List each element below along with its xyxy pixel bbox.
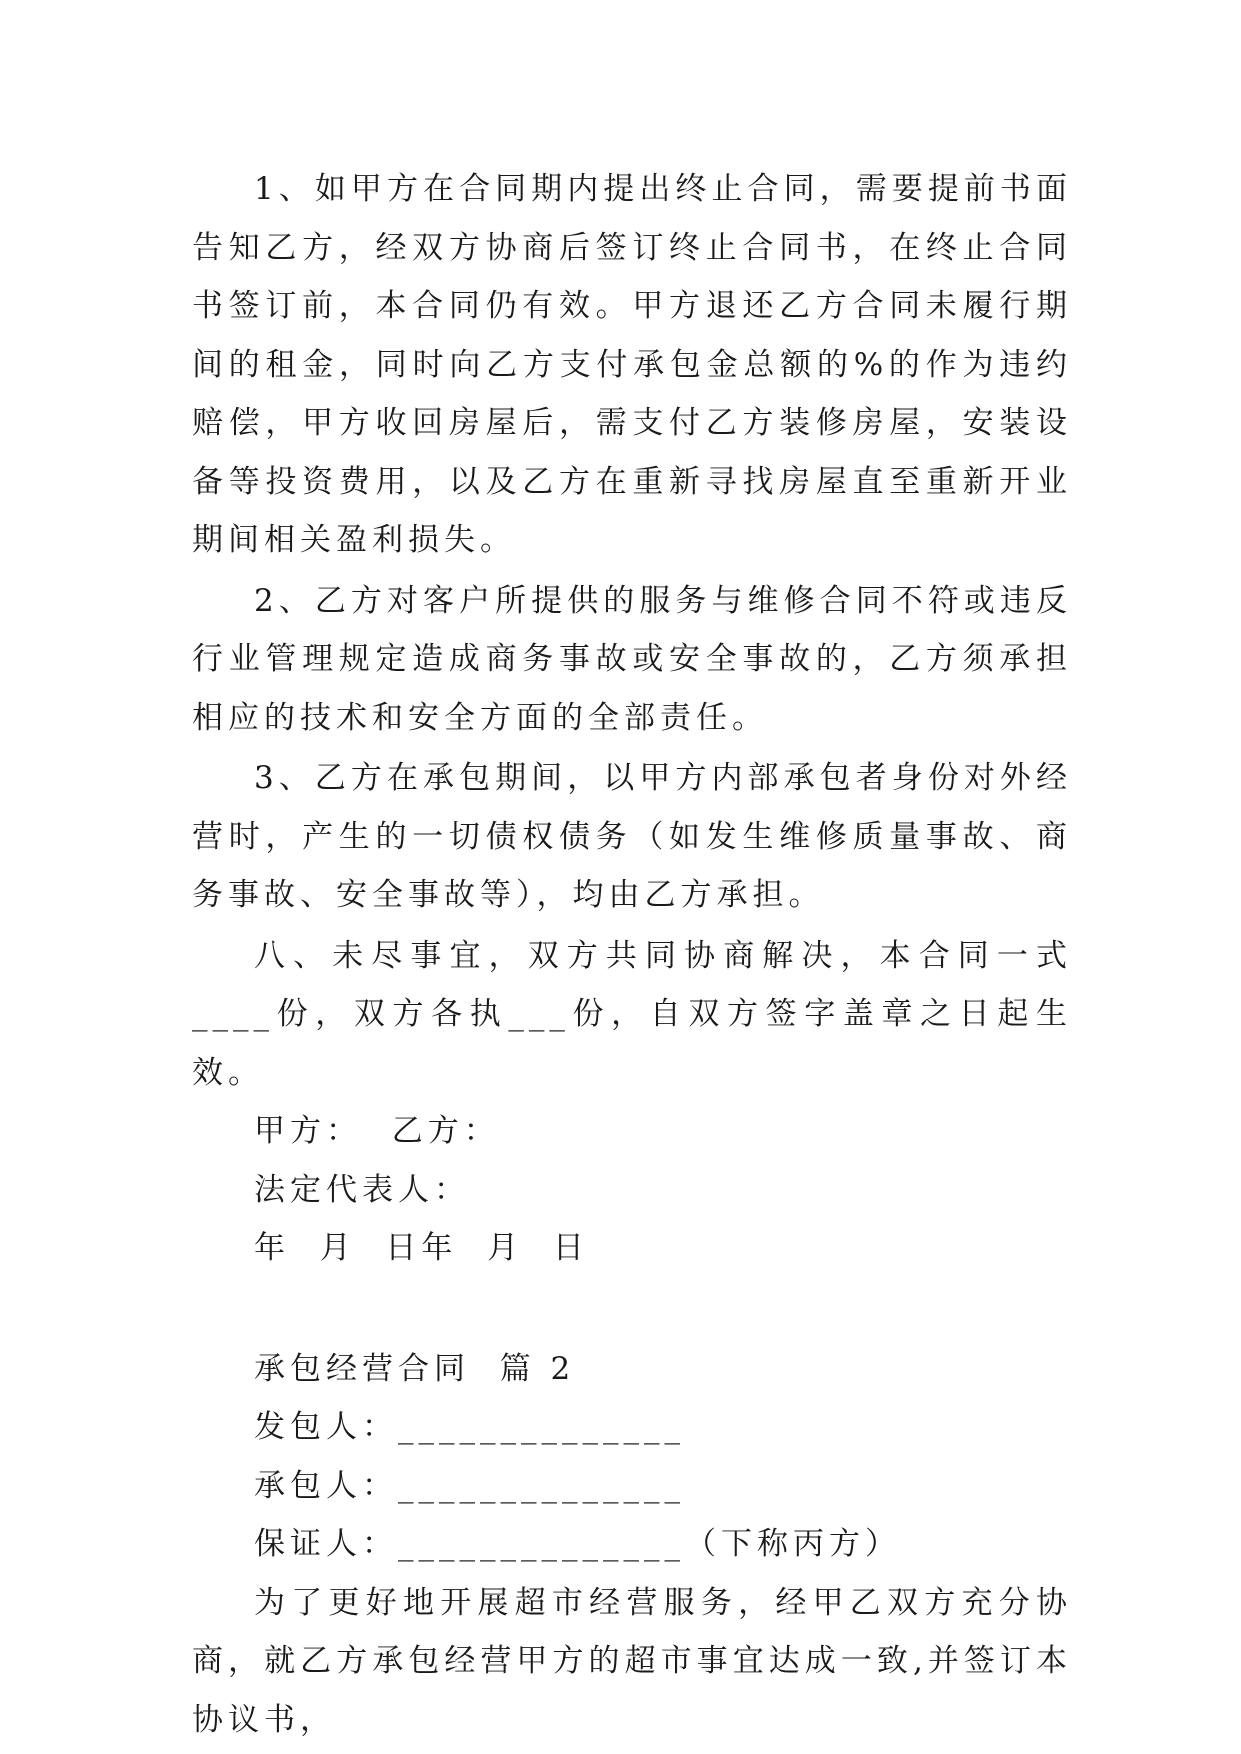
employer-line: 发包人：______________ (254, 1409, 685, 1445)
section-spacer (192, 1278, 1072, 1340)
clause-2-paragraph: 2、乙方对客户所提供的服务与维修合同不符或违反行业管理规定造成商务事故或安全事故的，乙方须承担相应的技术和安全方面的全部责任。 (192, 582, 1072, 736)
section-2-title: 承包经营合同 篇 2 (254, 1350, 576, 1387)
section-2-intro-paragraph: 为了更好地开展超市经营服务，经甲乙双方充分协商，就乙方承包经营甲方的超市事宜达成一致,并签订本协议书， (192, 1584, 1072, 1738)
document-body (192, 160, 1072, 1749)
contractor-line: 承包人：______________ (254, 1467, 685, 1504)
signature-parties-line: 甲方： 乙方： (254, 1113, 500, 1149)
clause-1-paragraph: 1、如甲方在合同期内提出终止合同，需要提前书面告知乙方，经双方协商后签订终止合同书，在终止合同书签订前，本合同仍有效。甲方退还乙方合同未履行期间的租金，同时向乙方支付承包金总额的%的作为违约赔偿，甲方收回房屋后，需支付乙方装修房屋，安装设备等投资费用，以及乙方在重新寻找房屋直至重新开业期间相关盈利损失。 (192, 171, 1072, 558)
clause-8-paragraph: 八、未尽事宜，双方共同协商解决，本合同一式____份，双方各执___份，自双方签字盖章之日起生效。 (192, 937, 1072, 1091)
guarantor-line: 保证人：______________（下称丙方） (254, 1526, 901, 1562)
clause-3-paragraph: 3、乙方在承包期间，以甲方内部承包者身份对外经营时，产生的一切债权债务（如发生维修质量事故、商务事故、安全事故等），均由乙方承担。 (192, 760, 1072, 913)
signature-date-line: 年 月 日年 月 日 (254, 1230, 589, 1266)
legal-representative-line: 法定代表人： (254, 1171, 470, 1208)
